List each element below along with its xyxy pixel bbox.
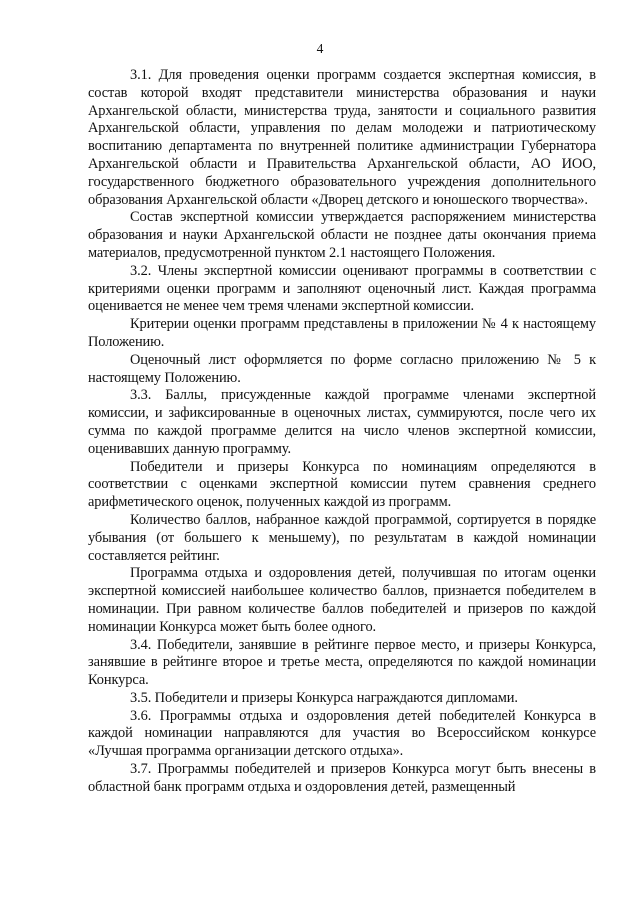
paragraph-3-1: 3.1. Для проведения оценки программ создается экспертная комиссия, в состав которой входят представители министерства образования и науки Архангельской области, министерства труда, занятости и социального развития Архангельской области, управления по делам молодежи и патриотическому воспитанию департамента по внутренней политике администрации Губернатора Архангельской области и Правительства Архангельской области, АО ИОО, государственного бюджетного образовательного учреждения дополнительного образования Архангельской области «Дворец детского и юношеского творчества».	[88, 67, 596, 208]
paragraph-program-winner: Программа отдыха и оздоровления детей, получившая по итогам оценки экспертной комиссией наибольшее количество баллов, признается победителем в номинации. При равном количестве баллов победителей и призеров по каждой номинации Конкурса может быть более одного.	[88, 565, 596, 635]
paragraph-criteria: Критерии оценки программ представлены в приложении № 4 к настоящему Положению.	[88, 316, 596, 350]
paragraph-3-3: 3.3. Баллы, присужденные каждой программе членами экспертной комиссии, и зафиксированные в оценочных листах, суммируются, после чего их сумма по каждой программе делится на число членов экспертной комиссии, оценивавших данную программу.	[88, 387, 596, 457]
document-body	[88, 67, 596, 797]
page-number: 4	[316, 41, 324, 56]
paragraph-3-6: 3.6. Программы отдыха и оздоровления детей победителей Конкурса в каждой номинации направляются для участия во Всероссийском конкурсе «Лучшая программа организации детского отдыха».	[88, 707, 596, 760]
paragraph-ranking: Количество баллов, набранное каждой программой, сортируется в порядке убывания (от большего к меньшему), по результатам в каждой номинации составляется рейтинг.	[88, 511, 596, 564]
paragraph-3-2: 3.2. Члены экспертной комиссии оценивают программы в соответствии с критериями оценки программ и заполняют оценочный лист. Каждая программа оценивается не менее чем тремя членами экспертной комиссии.	[88, 262, 596, 315]
paragraph-3-5: 3.5. Победители и призеры Конкурса награждаются дипломами.	[130, 689, 518, 706]
paragraph-evaluation-sheet: Оценочный лист оформляется по форме согласно приложению № 5 к настоящему Положению.	[88, 351, 596, 386]
paragraph-3-4: 3.4. Победители, занявшие в рейтинге первое место, и призеры Конкурса, занявшие в рейтинге второе и третье места, определяются по каждой номинации Конкурса.	[88, 636, 596, 689]
paragraph-3-7: 3.7. Программы победителей и призеров Конкурса могут быть внесены в областной банк программ отдыха и оздоровления детей, размещенный	[88, 761, 596, 795]
paragraph-winners-determination: Победители и призеры Конкурса по номинациям определяются в соответствии с оценками экспертной комиссии путем сравнения среднего арифметического оценок, полученных каждой из программ.	[88, 458, 596, 511]
paragraph-commission-composition: Состав экспертной комиссии утверждается распоряжением министерства образования и науки Архангельской области не позднее даты окончания приема материалов, предусмотренной пунктом 2.1 настоящего Положения.	[88, 209, 596, 261]
